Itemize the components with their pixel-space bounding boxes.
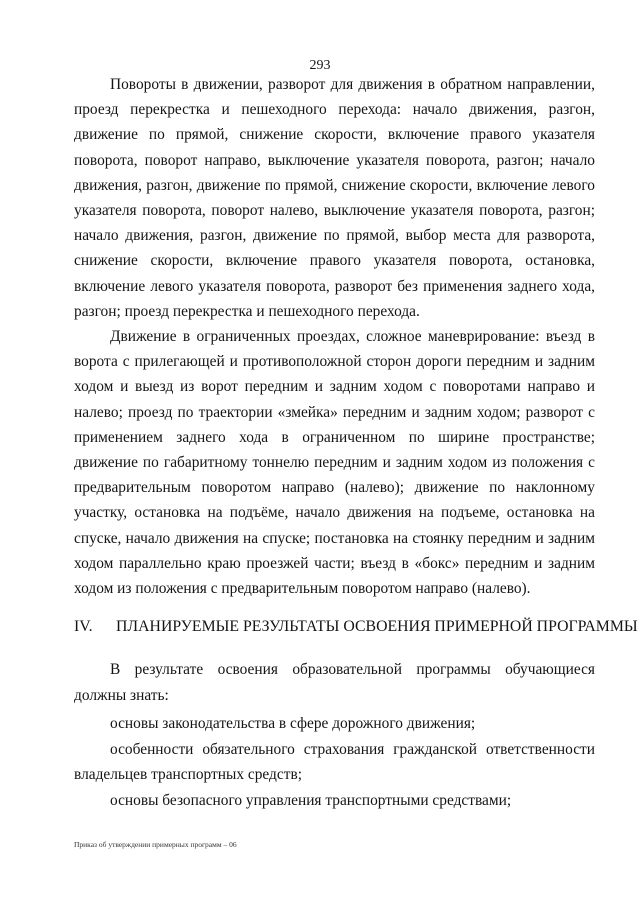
- section-number: IV.: [74, 618, 93, 635]
- list-item: основы законодательства в сфере дорожного движения;: [110, 715, 476, 732]
- paragraph-turns: Повороты в движении, разворот для движения в обратном направлении, проезд перекрестка и пешеходного перехода: начало движения, разгон, движение по прямой, снижение скорости, включение правого указателя поворота, поворот направо, выключение указателя поворота, разгон; начало движения, разгон, движение по прямой, снижение скорости, включение левого указателя поворота, поворот налево, выключение указателя поворота, разгон; начало движения, разгон, движение по прямой, выбор места для разворота, снижение скорости, включение правого указателя поворота, остановка, включение левого указателя поворота, разворот без применения заднего хода, разгон; проезд перекрестка и пешеходного перехода.: [74, 76, 595, 320]
- page-number: 293: [309, 58, 331, 73]
- intro-paragraph: В результате освоения образовательной программы обучающиеся должны знать:: [74, 661, 595, 704]
- footer-note: Приказ об утверждении примерных программ – 06: [74, 840, 237, 849]
- body-text: [74, 72, 595, 601]
- paragraph-confined-driving: Движение в ограниченных проездах, сложное маневрирование: въезд в ворота с прилегающей и противоположной сторон дороги передним и задним ходом и выезд из ворот передним и задним ходом с поворотами направо и налево; проезд по траектории «змейка» передним и задним ходом; разворот с применением заднего хода в ограниченном по ширине пространстве; движение по габаритному тоннелю передним и задним ходом из положения с предварительным поворотом направо (налево); движение по наклонному участку, остановка на подъёме, начало движения на подъеме, остановка на спуске, начало движения на спуске; постановка на стоянку передним и задним ходом параллельно краю проезжей части; въезд в «бокс» передним и задним ходом из положения с предварительным поворотом направо (налево).: [74, 328, 595, 598]
- section-title: ПЛАНИРУЕМЫЕ РЕЗУЛЬТАТЫ ОСВОЕНИЯ ПРИМЕРНОЙ ПРОГРАММЫ: [116, 618, 638, 635]
- section-heading: [74, 615, 638, 639]
- list-item: основы безопасного управления транспортными средствами;: [110, 791, 512, 809]
- list-item: особенности обязательного страхования гражданской ответственности владельцев транспортных средств;: [74, 740, 595, 783]
- knowledge-list: [74, 711, 595, 813]
